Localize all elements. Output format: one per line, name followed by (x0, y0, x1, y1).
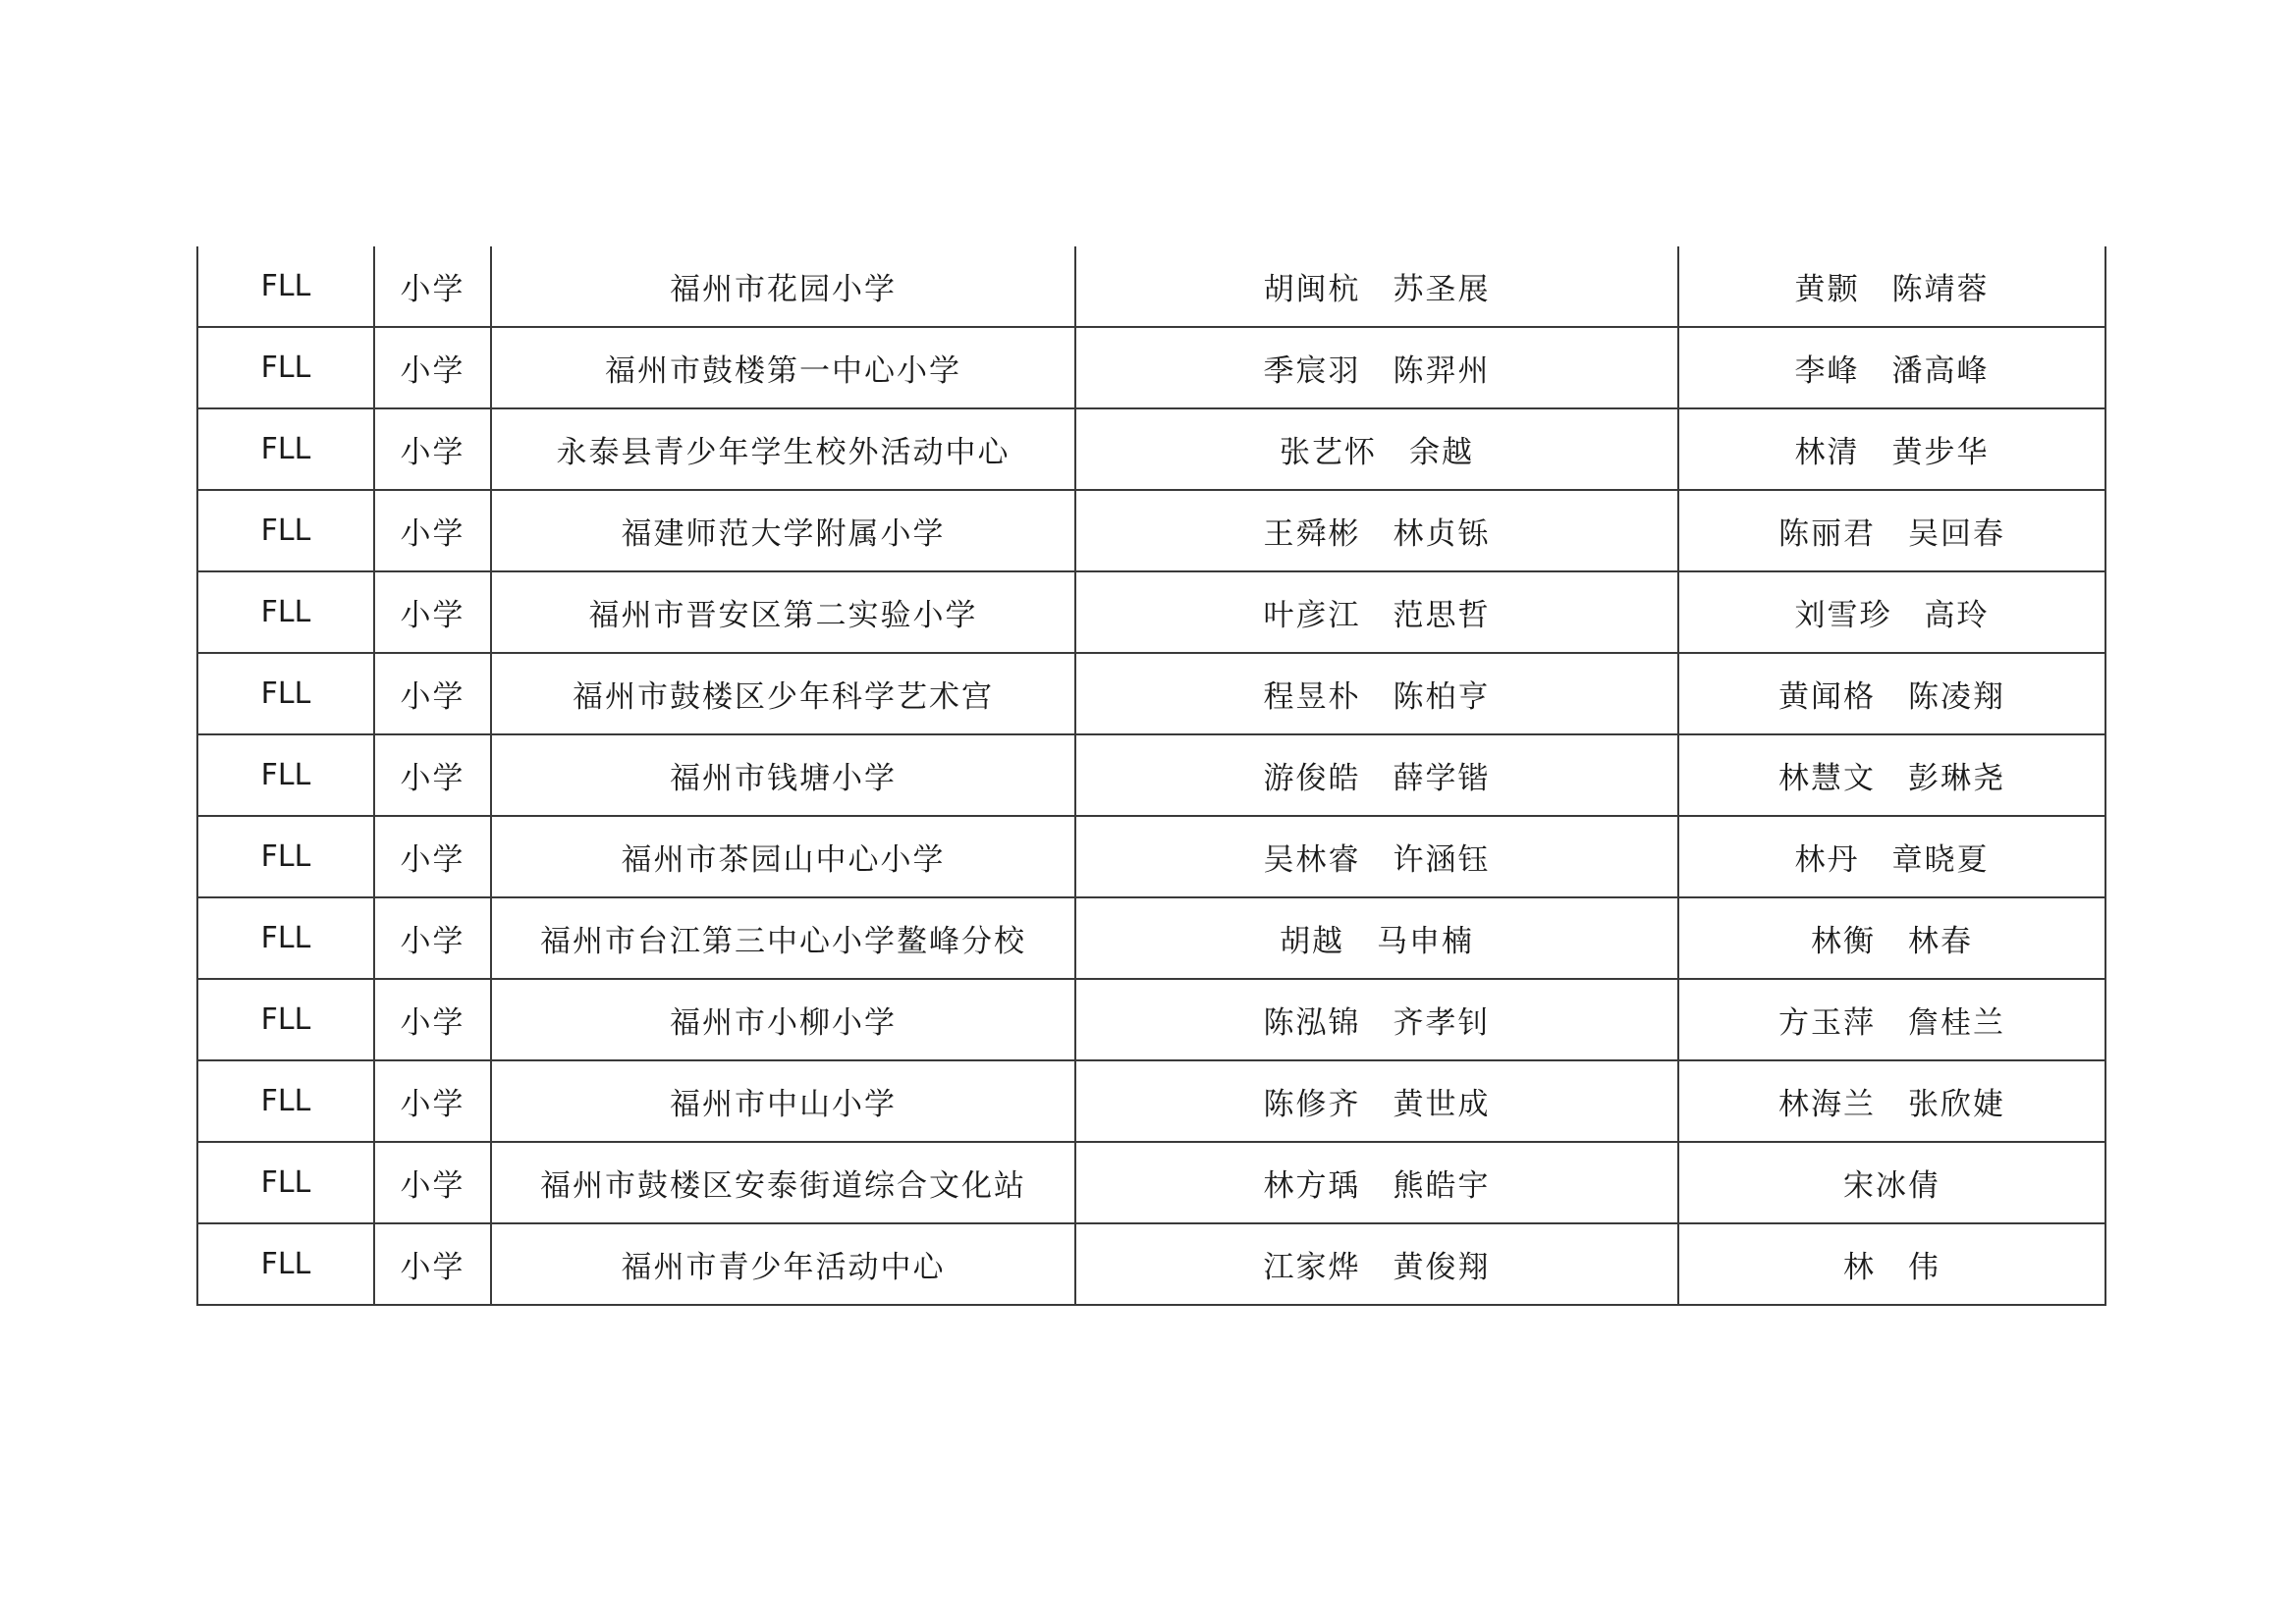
school-cell: 福州市花园小学 (491, 246, 1075, 327)
table-row (197, 816, 2105, 897)
students-cell: 叶彦江 范思哲 (1075, 571, 1678, 653)
students-cell: 程昱朴 陈柏亨 (1075, 653, 1678, 734)
table-row (197, 571, 2105, 653)
table-row (197, 897, 2105, 979)
school-cell: 福州市中山小学 (491, 1060, 1075, 1142)
category-cell: FLL (197, 571, 374, 653)
category-cell: FLL (197, 1060, 374, 1142)
teachers-cell: 黄闻格 陈凌翔 (1678, 653, 2105, 734)
category-cell: FLL (197, 897, 374, 979)
teachers-cell: 林丹 章晓夏 (1678, 816, 2105, 897)
level-cell: 小学 (374, 734, 491, 816)
table-row (197, 734, 2105, 816)
award-table-body (197, 246, 2105, 1305)
category-cell: FLL (197, 327, 374, 408)
students-cell: 季宸羽 陈羿州 (1075, 327, 1678, 408)
table-row (197, 327, 2105, 408)
teachers-cell: 方玉萍 詹桂兰 (1678, 979, 2105, 1060)
level-cell: 小学 (374, 1142, 491, 1223)
level-cell: 小学 (374, 1223, 491, 1305)
teachers-cell: 李峰 潘高峰 (1678, 327, 2105, 408)
school-cell: 福州市钱塘小学 (491, 734, 1075, 816)
table-row (197, 1060, 2105, 1142)
table-row (197, 653, 2105, 734)
teachers-cell: 刘雪珍 高玲 (1678, 571, 2105, 653)
students-cell: 张艺怀 余越 (1075, 408, 1678, 490)
level-cell: 小学 (374, 979, 491, 1060)
students-cell: 江家烨 黄俊翔 (1075, 1223, 1678, 1305)
level-cell: 小学 (374, 408, 491, 490)
table-row (197, 490, 2105, 571)
level-cell: 小学 (374, 327, 491, 408)
students-cell: 游俊皓 薛学锴 (1075, 734, 1678, 816)
teachers-cell: 林慧文 彭琳尧 (1678, 734, 2105, 816)
category-cell: FLL (197, 653, 374, 734)
teachers-cell: 林海兰 张欣婕 (1678, 1060, 2105, 1142)
students-cell: 吴林睿 许涵钰 (1075, 816, 1678, 897)
teachers-cell: 陈丽君 吴回春 (1678, 490, 2105, 571)
category-cell: FLL (197, 490, 374, 571)
students-cell: 陈修齐 黄世成 (1075, 1060, 1678, 1142)
level-cell: 小学 (374, 571, 491, 653)
teachers-cell: 林 伟 (1678, 1223, 2105, 1305)
category-cell: FLL (197, 1142, 374, 1223)
level-cell: 小学 (374, 816, 491, 897)
school-cell: 福州市青少年活动中心 (491, 1223, 1075, 1305)
level-cell: 小学 (374, 1060, 491, 1142)
category-cell: FLL (197, 734, 374, 816)
students-cell: 王舜彬 林贞铄 (1075, 490, 1678, 571)
level-cell: 小学 (374, 653, 491, 734)
table-row (197, 408, 2105, 490)
level-cell: 小学 (374, 246, 491, 327)
table-row (197, 1223, 2105, 1305)
teachers-cell: 宋冰倩 (1678, 1142, 2105, 1223)
category-cell: FLL (197, 408, 374, 490)
students-cell: 胡闽杭 苏圣展 (1075, 246, 1678, 327)
students-cell: 林方瑀 熊皓宇 (1075, 1142, 1678, 1223)
level-cell: 小学 (374, 897, 491, 979)
award-table (196, 246, 2106, 1306)
school-cell: 福州市茶园山中心小学 (491, 816, 1075, 897)
school-cell: 福建师范大学附属小学 (491, 490, 1075, 571)
teachers-cell: 黄颢 陈靖蓉 (1678, 246, 2105, 327)
school-cell: 福州市鼓楼区安泰街道综合文化站 (491, 1142, 1075, 1223)
school-cell: 福州市晋安区第二实验小学 (491, 571, 1075, 653)
teachers-cell: 林衡 林春 (1678, 897, 2105, 979)
category-cell: FLL (197, 979, 374, 1060)
table-row (197, 1142, 2105, 1223)
level-cell: 小学 (374, 490, 491, 571)
students-cell: 陈泓锦 齐孝钊 (1075, 979, 1678, 1060)
award-table-container (196, 246, 2106, 1306)
school-cell: 福州市台江第三中心小学鳌峰分校 (491, 897, 1075, 979)
teachers-cell: 林清 黄步华 (1678, 408, 2105, 490)
table-row (197, 246, 2105, 327)
school-cell: 永泰县青少年学生校外活动中心 (491, 408, 1075, 490)
students-cell: 胡越 马申楠 (1075, 897, 1678, 979)
table-row (197, 979, 2105, 1060)
category-cell: FLL (197, 246, 374, 327)
category-cell: FLL (197, 1223, 374, 1305)
school-cell: 福州市鼓楼区少年科学艺术宫 (491, 653, 1075, 734)
school-cell: 福州市小柳小学 (491, 979, 1075, 1060)
school-cell: 福州市鼓楼第一中心小学 (491, 327, 1075, 408)
category-cell: FLL (197, 816, 374, 897)
